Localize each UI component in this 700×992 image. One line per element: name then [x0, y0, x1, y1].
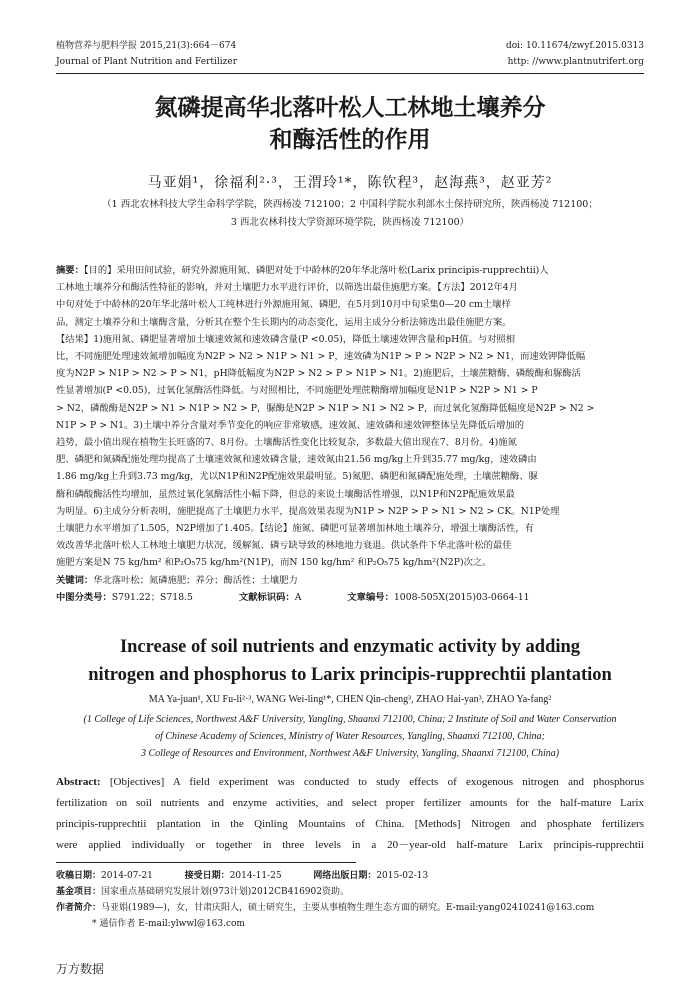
accepted-label: 接受日期：: [184, 871, 230, 881]
abstract-cn-line: 为明显。6)主成分分析表明，施肥提高了土壤肥力水平，提高效果表现为N1P > N2P > P > N1 > N2 > CK。N1P处理: [56, 505, 560, 517]
abstract-cn-line: 度为N2P > N1P > N2 > P > N1，pH降低幅度为N2P > N2 > P > N1P > N1。2)施肥后，土壤蔗糖酶、磷酸酶和脲酶活: [56, 368, 581, 380]
keywords-cn-label: 关键词：: [56, 575, 94, 586]
journal-url[interactable]: http: //www.plantnutrifert.org: [507, 57, 644, 67]
abstract-en-line: were applied individually or together in three levels in a 20－year-old half-mature Larix principis-rupprechtii: [56, 839, 644, 851]
abstract-cn-line: N1P > P > N1。3)土壤中养分含量对季节变化的响应非常敏感，速效氮、速效磷和速效钾整体呈先降低后增加的: [56, 419, 525, 431]
doi: doi: 10.11674/zwyf.2015.0313: [506, 41, 644, 51]
received-label: 收稿日期：: [56, 871, 102, 881]
abstract-cn-line: 酶和磷酸酶活性均增加，虽然过氧化氢酶活性小幅下降，但总的来说土壤酶活性增强，以N1P和N2P配施效果最: [56, 488, 515, 500]
abstract-en-line: [Objectives] A field experiment was conducted to study effects of exogenous nitrogen and phosphorus: [109, 776, 644, 788]
affiliation-en-2: of Chinese Academy of Sciences, Ministry of Water Resources, Yangling, Shaanxi 712100, China;: [155, 731, 545, 742]
affiliation-en-3: 3 College of Resources and Environment, Northwest A&F University, Yangling, Shaanxi 712100, China): [140, 748, 560, 759]
online-date: 2015-02-13: [376, 871, 429, 881]
abstract-cn-line: 性显著增加(P <0.05)，过氧化氢酶活性降低。与对照相比，不同施肥处理蔗糖酶增加幅度是N1P > N2P > N1 > P: [56, 385, 538, 397]
abstract-en-line: fertilization on soil nutrients and enzyme activities, and select proper fertilizer amounts for the half-mature Larix: [56, 797, 644, 809]
author-bio-line: [56, 900, 644, 916]
title-cn: [40, 92, 660, 156]
keywords-cn: [56, 573, 644, 589]
abstract-en-label: Abstract:: [56, 776, 101, 788]
corresponding-author: * 通信作者 E-mail:ylwwl@163.com: [92, 919, 245, 929]
abstract-cn-line: 【目的】采用田间试验，研究外源施用氮、磷肥对处于中龄林的20年华北落叶松(Larix principis-rupprechtii)人: [83, 265, 549, 276]
classification-line: [56, 590, 644, 606]
fund-label: 基金项目：: [56, 887, 102, 897]
abstract-cn-line: > N2，磷酸酶是N2P > N1 > N1P > N2 > P，脲酶是N2P > N1P > N1 > N2 > P，而过氧化氢酶降低幅度是N2P > N2 >: [56, 402, 595, 414]
abstract-cn-line: 效改善华北落叶松人工林地土壤肥力状况，缓解氮、磷亏缺导致的林地地力衰退。供试条件下华北落叶松的最佳: [56, 540, 512, 552]
author-bio-label: 作者简介：: [56, 903, 102, 913]
clc-label: 中图分类号：: [56, 592, 112, 603]
title-cn-line-2: 和酶活性的作用: [269, 127, 431, 153]
affiliation-cn-1: （1 西北农林科技大学生命科学学院，陕西杨凌 712100；2 中国科学院水利部水土保持研究所，陕西杨凌 712100；: [102, 199, 598, 210]
abstract-cn-line: 比，不同施肥处理速效氮增加幅度为N2P > N2 > N1P > N1 > P，速效磷为N1P > P > N2P > N2 > N1，而速效钾降低幅: [56, 351, 586, 363]
online-label: 网络出版日期：: [313, 871, 377, 881]
affiliation-cn-2: 3 西北农林科技大学资源环境学院，陕西杨凌 712100）: [230, 217, 470, 228]
fund-text: 国家重点基础研究发展计划(973计划)2012CB416902资助。: [101, 887, 349, 897]
article-id-value: 1008-505X(2015)03-0664-11: [393, 592, 530, 603]
fund-line: [56, 884, 644, 900]
abstract-cn-line: 【结果】1)施用氮、磷肥显著增加土壤速效氮和速效磷含量(P <0.05)，降低土壤速效钾含量和pH值。与对照相: [56, 333, 516, 345]
title-en-line-1: Increase of soil nutrients and enzymatic activity by adding: [119, 637, 581, 657]
abstract-cn-line: 中旬对处于中龄林的20年华北落叶松人工纯林进行外源施用氮、磷肥，在5月到10月中旬采集0—20 cm土壤样: [56, 299, 511, 311]
abstract-cn-line: 趋势，最小值出现在植物生长旺盛的7、8月份。土壤酶活性变化比较复杂，多数最大值出现在7、8月份。4)施氮: [56, 437, 517, 449]
abstract-cn-line: 施肥方案是N 75 kg/hm² 和P₂O₅75 kg/hm²(N1P)，而N 150 kg/hm² 和P₂O₅75 kg/hm²(N2P)次之。: [56, 557, 492, 569]
title-cn-line-1: 氮磷提高华北落叶松人工林地土壤养分: [154, 95, 546, 121]
doc-code-value: A: [294, 592, 302, 603]
dates-line: [56, 868, 644, 884]
abstract-en: [56, 772, 644, 856]
authors-en: MA Ya-juan¹, XU Fu-li²·³, WANG Wei-ling¹*, CHEN Qin-cheng³, ZHAO Hai-yan³, ZHAO Ya-fang²: [148, 694, 552, 705]
accepted-date: 2014-11-25: [229, 871, 282, 881]
abstract-cn: [56, 262, 644, 572]
journal-citation-cn: 植物营养与肥料学报 2015,21(3):664－674: [56, 41, 237, 51]
article-id-label: 文章编号：: [347, 592, 394, 603]
author-bio-text: 马亚娟(1989—)，女，甘肃庆阳人，硕士研究生，主要从事植物生理生态方面的研究。E-mail:yang02410241@163.com: [101, 903, 595, 913]
watermark: 万方数据: [56, 962, 105, 976]
clc-value: S791.22；S718.5: [111, 592, 193, 603]
header-rule: [56, 73, 644, 74]
received-date: 2014-07-21: [101, 871, 153, 881]
title-en-line-2: nitrogen and phosphorus to Larix principis-rupprechtii plantation: [88, 665, 612, 685]
abstract-en-line: principis-rupprechtii plantation in the Qinling Mountains of China. [Methods] Nitrogen and phosphate fertilizers: [56, 818, 644, 830]
abstract-cn-line: 工林地土壤养分和酶活性特征的影响，并对土壤肥力水平进行评价，以筛选出最佳施肥方案。【方法】2012年4月: [56, 282, 518, 294]
doc-code-label: 文献标识码：: [238, 592, 295, 603]
affiliation-en-1: (1 College of Life Sciences, Northwest A&F University, Yangling, Shaanxi 712100, China; 2 Institute of Soil and Water Conservation: [83, 714, 617, 725]
keywords-cn-text: 华北落叶松；氮磷施肥；养分；酶活性；土壤肥力: [93, 575, 298, 586]
abstract-cn-line: 肥、磷肥和氮磷配施处理均提高了土壤速效氮和速效磷含量，速效氮由21.56 mg/kg上升到35.77 mg/kg，速效磷由: [56, 454, 537, 466]
abstract-cn-line: 1.86 mg/kg上升到3.73 mg/kg，尤以N1P和N2P配施效果最明显。5)氮肥、磷肥和氮磷配施处理，土壤蔗糖酶、脲: [56, 471, 538, 483]
title-en: [50, 633, 650, 689]
abstract-cn-line: 土壤肥力水平增加了1.505，N2P增加了1.405。【结论】施氮、磷肥可显著增加林地土壤养分，增强土壤酶活性，有: [56, 523, 534, 535]
authors-cn: 马亚娟¹，徐福利²·³，王渭玲¹*，陈钦程³，赵海燕³，赵亚芳²: [147, 175, 553, 191]
journal-name-en: Journal of Plant Nutrition and Fertilizer: [56, 57, 238, 67]
footnote-rule: [56, 862, 356, 863]
abstract-cn-line: 品，测定土壤养分和土壤酶含量，分析其在整个生长期内的动态变化，运用主成分分析法筛选出最佳施肥方案。: [56, 316, 512, 328]
abstract-cn-label: 摘要：: [56, 265, 84, 276]
